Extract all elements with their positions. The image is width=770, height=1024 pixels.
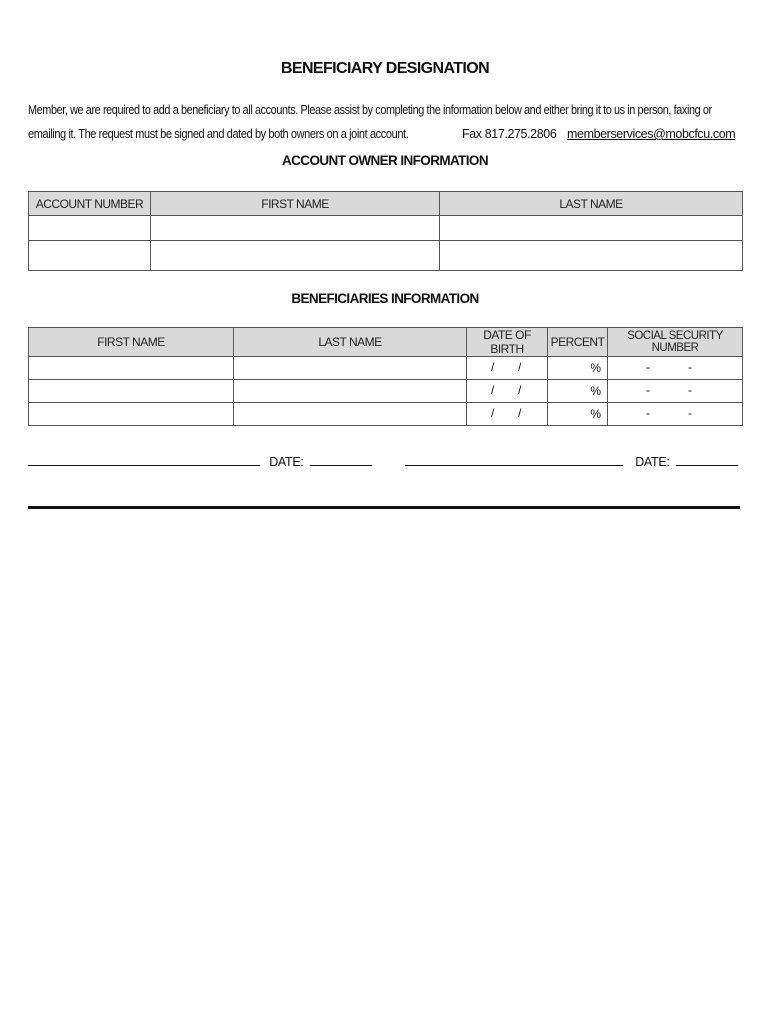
dob-separator: / [518, 360, 522, 374]
percent-sign: % [590, 407, 601, 421]
account-number-field[interactable] [29, 241, 151, 271]
signature-line-owner-1 [28, 453, 372, 469]
header-date-of-birth: DATE OF BIRTH [467, 328, 548, 357]
dob-separator: / [491, 360, 495, 374]
beneficiaries-section-title: BENEFICIARIES INFORMATION [291, 291, 479, 306]
ssn-field[interactable] [608, 357, 743, 380]
table-row [29, 380, 743, 403]
table-header-row [29, 328, 743, 357]
dob-separator: / [518, 383, 522, 397]
header-last-name: LAST NAME [440, 192, 743, 216]
ssn-separator: - [688, 360, 692, 374]
signature-field-1[interactable] [28, 453, 260, 466]
header-ssn: SOCIAL SECURITY NUMBER [608, 328, 743, 357]
table-row [29, 403, 743, 426]
ssn-separator: - [646, 360, 650, 374]
percent-sign: % [590, 384, 601, 398]
table-row [29, 357, 743, 380]
account-number-field[interactable] [29, 216, 151, 241]
first-name-field[interactable] [151, 216, 440, 241]
date-of-birth-field[interactable] [467, 357, 548, 380]
ssn-field[interactable] [608, 380, 743, 403]
intro-line-2: emailing it. The request must be signed and dated by both owners on a joint account. [28, 127, 409, 141]
fax-number: Fax 817.275.2806 [462, 127, 557, 141]
header-last-name: LAST NAME [234, 328, 467, 357]
header-first-name: FIRST NAME [29, 328, 234, 357]
date-of-birth-field[interactable] [467, 403, 548, 426]
percent-field[interactable] [548, 403, 608, 426]
beneficiary-first-name-field[interactable] [29, 357, 234, 380]
beneficiary-last-name-field[interactable] [234, 403, 467, 426]
account-owner-table [28, 191, 743, 271]
beneficiary-last-name-field[interactable] [234, 380, 467, 403]
last-name-field[interactable] [440, 216, 743, 241]
header-account-number: ACCOUNT NUMBER [29, 192, 151, 216]
horizontal-rule [28, 506, 740, 509]
date-label-2: DATE: [635, 455, 670, 469]
table-header-row [29, 192, 743, 216]
account-owner-section-title: ACCOUNT OWNER INFORMATION [282, 153, 488, 168]
percent-field[interactable] [548, 357, 608, 380]
ssn-separator: - [688, 406, 692, 420]
beneficiaries-table [28, 327, 743, 426]
ssn-separator: - [688, 383, 692, 397]
beneficiary-first-name-field[interactable] [29, 380, 234, 403]
dob-separator: / [491, 406, 495, 420]
signature-field-2[interactable] [405, 453, 623, 466]
date-label-1: DATE: [269, 455, 304, 469]
date-of-birth-field[interactable] [467, 380, 548, 403]
date-field-2[interactable] [676, 453, 738, 466]
ssn-separator: - [646, 406, 650, 420]
ssn-separator: - [646, 383, 650, 397]
header-first-name: FIRST NAME [151, 192, 440, 216]
dob-separator: / [518, 406, 522, 420]
beneficiary-first-name-field[interactable] [29, 403, 234, 426]
percent-field[interactable] [548, 380, 608, 403]
email-link[interactable]: memberservices@mobcfcu.com [567, 127, 736, 141]
intro-line-1: Member, we are required to add a beneficiary to all accounts. Please assist by completing the information below and either bring it to us in person, faxing or [28, 103, 712, 117]
beneficiary-last-name-field[interactable] [234, 357, 467, 380]
date-field-1[interactable] [310, 453, 372, 466]
header-percent: PERCENT [548, 328, 608, 357]
last-name-field[interactable] [440, 241, 743, 271]
dob-separator: / [491, 383, 495, 397]
table-row [29, 241, 743, 271]
document-title: BENEFICIARY DESIGNATION [280, 60, 490, 77]
signature-line-owner-2 [405, 453, 738, 469]
ssn-field[interactable] [608, 403, 743, 426]
percent-sign: % [590, 361, 601, 375]
first-name-field[interactable] [151, 241, 440, 271]
table-row [29, 216, 743, 241]
